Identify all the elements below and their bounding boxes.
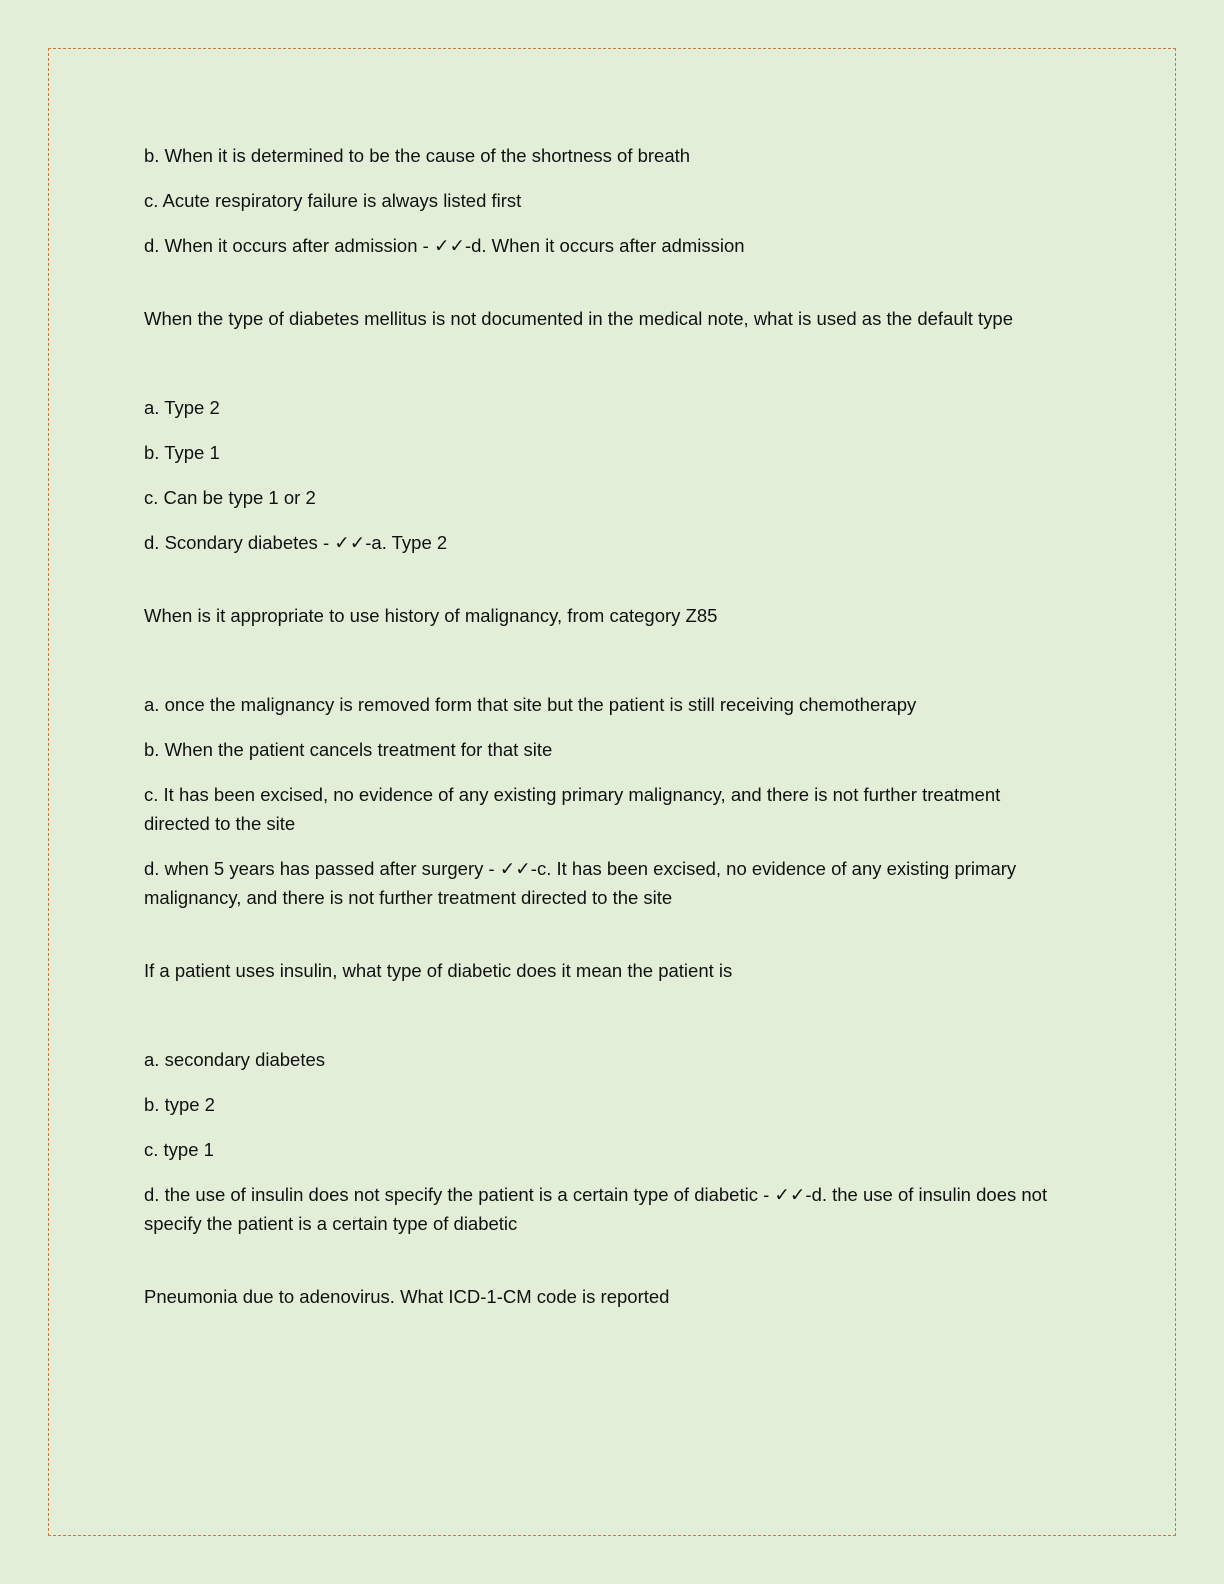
question-block xyxy=(144,956,1064,1238)
question-text: If a patient uses insulin, what type of diabetic does it mean the patient is xyxy=(144,960,733,981)
answer-option: a. once the malignancy is removed form that site but the patient is still receiving chemotherapy xyxy=(144,694,917,715)
answer-option: d. When it occurs after admission - ✓✓-d. When it occurs after admission xyxy=(144,235,745,256)
answer-option: b. type 2 xyxy=(144,1094,215,1115)
answer-option: d. the use of insulin does not specify the patient is a certain type of diabetic - ✓✓-d. the use of insulin does not specify the patient is a certain type of diabetic xyxy=(144,1184,1048,1234)
answer-option: c. Can be type 1 or 2 xyxy=(144,487,316,508)
answer-option: b. When the patient cancels treatment for that site xyxy=(144,739,553,760)
question-block xyxy=(144,141,1064,260)
answer-option: d. Scondary diabetes - ✓✓-a. Type 2 xyxy=(144,532,448,553)
answer-option: d. when 5 years has passed after surgery - ✓✓-c. It has been excised, no evidence of any existing primary malignancy, and there is not further treatment directed to the site xyxy=(144,858,1017,908)
document-body xyxy=(144,141,1064,1371)
question-text: Pneumonia due to adenovirus. What ICD-1-CM code is reported xyxy=(144,1286,670,1307)
answer-option: b. Type 1 xyxy=(144,442,220,463)
answer-option: c. It has been excised, no evidence of any existing primary malignancy, and there is not further treatment directed to the site xyxy=(144,784,1001,834)
question-text: When the type of diabetes mellitus is not documented in the medical note, what is used as the default type xyxy=(144,308,1013,329)
answer-option: c. type 1 xyxy=(144,1139,214,1160)
answer-option: a. Type 2 xyxy=(144,397,220,418)
answer-option: c. Acute respiratory failure is always listed first xyxy=(144,190,522,211)
answer-option: b. When it is determined to be the cause of the shortness of breath xyxy=(144,145,691,166)
question-text: When is it appropriate to use history of malignancy, from category Z85 xyxy=(144,605,718,626)
question-block xyxy=(144,1282,1064,1311)
question-block xyxy=(144,601,1064,912)
answer-option: a. secondary diabetes xyxy=(144,1049,326,1070)
question-block xyxy=(144,304,1064,557)
